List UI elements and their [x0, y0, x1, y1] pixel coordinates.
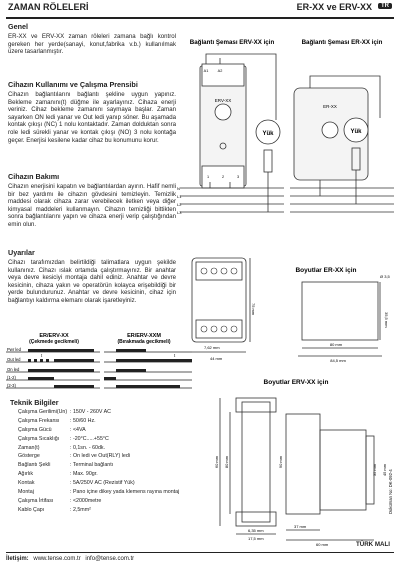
spec-row: Kontak : 5A/250V AC (Rezistif Yük) [18, 480, 135, 487]
timing-diagrams [4, 330, 194, 392]
line-l3: L3 [177, 210, 182, 215]
spec-row: Çalışma İrtifası : <2000metre [18, 497, 102, 504]
terminal-a1: A1 [203, 69, 209, 73]
dims-erv-title: Boyutlar ERV-XX için [263, 379, 329, 386]
timing-contact-23: (2-3) [7, 383, 16, 388]
dims-erv-3: 35 mm [372, 463, 377, 477]
terminal-2: 2 [221, 175, 225, 179]
dims-er-w3: 80 mm [329, 342, 343, 347]
specs-list [18, 408, 179, 515]
bakim-section [8, 172, 176, 229]
spec-row: Montaj : Pano içine dikey yada klemens rayına montaj [18, 489, 180, 496]
dims-erv-6: 17,5 mm [248, 536, 264, 541]
bakim-heading: Cihazın Bakımı [8, 172, 60, 181]
dims-erv-5: 6,35 mm [248, 528, 264, 533]
genel-section [8, 22, 176, 56]
timing-left-sub: (Çekmede gecikmeli) [29, 339, 79, 345]
kullanim-heading: Cihazın Kullanımı ve Çalışma Prensibi [8, 80, 138, 89]
email-link[interactable]: info@tense.com.tr [85, 556, 135, 562]
line-n: N [177, 186, 180, 191]
website-link[interactable]: www.tense.com.tr [33, 556, 81, 562]
genel-heading: Genel [8, 22, 28, 31]
timing-t-label-right: t [174, 353, 176, 358]
dims-er-w4: 84,5 mm [330, 358, 346, 363]
line-l1: L1 [177, 194, 182, 199]
spec-row: Bağlantı Şekli : Terminal bağlantı [18, 462, 114, 469]
line-l2: L2 [177, 202, 182, 207]
spec-row: Çalışma Sıcaklığı : -20°C.....+55°C [18, 435, 109, 442]
diagram-left-title: Bağlantı Şeması ERV-XX için [189, 39, 275, 46]
timing-right-sub: (Bırakmada gecikmeli) [117, 339, 171, 345]
dims-erv-0: 60 mm [214, 455, 219, 469]
terminal-a2: A2 [217, 69, 223, 73]
timing-contact-12: (1-2) [7, 375, 16, 380]
diagram-right-title: Bağlantı Şeması ER-XX için [301, 39, 383, 46]
uyarilar-text: Cihazı tarafımızdan belirtildiği talimatlara uygun şekilde kullanınız. Cihazı ıslak ortamda çalıştırmayınız. Bir anahtar veya devre kesiciyi montaja dahil ediniz. Anahtar ve devre kesicinin, cihaza yakın ve operatörün kolayca erişebildiği bir yerde bulundurunuz. Anahtar ve devre kesicinin, cihaz için bağlantıyı kaldırma elemanı olarak işaretleyiniz. [8, 259, 176, 304]
terminal-3: 3 [236, 175, 240, 179]
dims-erv-1: 80 mm [224, 455, 229, 469]
timing-row-out: Out led [7, 357, 21, 362]
timing-right-title: ER/ERV-XXM [127, 333, 161, 339]
timing-left-title: ER/ERV-XX [39, 333, 69, 339]
dims-er-hole: Ø 3,5 [380, 274, 390, 279]
device-label-erv: ERV-XX [214, 98, 232, 103]
page-title: ZAMAN RÖLELERİ [8, 2, 89, 12]
dimensions-erv [196, 374, 398, 548]
dims-erv-2: 90 mm [278, 455, 283, 469]
timing-row-pwr: Pwr led [7, 347, 21, 352]
dims-erv-4: 45 mm [382, 463, 387, 477]
spec-row: Gösterge : On ledi ve Out(RLY) ledi [18, 453, 130, 460]
made-in-label: TÜRK MALI [355, 541, 390, 548]
terminal-1: 1 [206, 175, 210, 179]
load-label-right: Yük [350, 129, 362, 135]
spec-row: Çalışma Gücü : <4VA [18, 426, 86, 433]
page-header [6, 0, 394, 19]
load-label-left: Yük [262, 131, 274, 137]
bakim-text: Cihazın enerjisini kapatın ve bağlantılardan ayırın. Hafif nemli bir bez yardımı ile cihazın gövdesini temizleyin. Temizlik maddesi olarak cihaza zarar verebilecek iletken veya diğer kimyasal maddeleri kullanmayın. Cihazın temizliği bittikten sonra bağlantılarını yapın ve cihaza enerji verip çalıştığından emin olun. [8, 183, 176, 228]
dims-er-w2: 44 mm [210, 356, 223, 361]
uyarilar-heading: Uyarılar [8, 248, 35, 257]
timing-row-on: On led [7, 367, 20, 372]
uyarilar-section [8, 248, 176, 305]
dims-er-w1: 7,62 mm [204, 345, 220, 350]
device-label-er: ER-XX [323, 104, 337, 109]
spec-row: Çalışma Frekansı : 50/60 Hz. [18, 417, 96, 424]
dims-erv-8: 60 mm [316, 542, 329, 547]
kullanim-section [8, 80, 176, 144]
dims-er-h-body: 35,5 mm [384, 312, 389, 328]
genel-text: ER-XX ve ERV-XX zaman röleleri zamana bağlı kontrol gereken her yerde(sanayi, konut,fabrika v.b.) kullanılmak üzere tasarlanmıştır. [8, 33, 176, 56]
spec-row: Çalışma Gerilimi(Un) : 150V - 260V AC [18, 409, 111, 415]
language-badge: TR [378, 3, 392, 9]
spec-row: Kablo Çapı : 2,5mm² [18, 506, 91, 513]
dims-erv-7: 37 mm [294, 524, 307, 529]
dims-er-title: Boyutlar ER-XX için [295, 267, 357, 274]
timing-t-label: t [41, 353, 43, 358]
dimensions-er [186, 248, 396, 366]
connection-diagrams [177, 36, 396, 222]
spec-row: Ağırlık : Max. 90gr. [18, 471, 98, 478]
contact-label: İletişim: [6, 556, 29, 562]
document-number: Doküman No: DK-092-4 [388, 469, 393, 514]
spec-row: Zaman(t) : 0,1sn. - 60dk. [18, 444, 106, 451]
kullanim-text: Cihazın bağlantılarını bağlantı şekline uygun yapınız. Bekleme zamanını(t) düğme ile ayarlayınız. Cihaza enerji veriniz. Cihaz bekleme zamanını saymaya başlar. Zaman sayarken ON ledi yanar ve Out ledi yanıp söner. Bu aşamada kontak çıkışı (NC) 1 nolu kontaktadır. Zaman dolduktan sonra role ledi sürekli yanar ve kontak çıkışı (NO) 3 nolu kontağa geçer. Enerjisi kesilene kadar cihaz bu konumunu korur. [8, 91, 176, 144]
dims-er-h-total: 75 mm [251, 303, 256, 316]
product-models: ER-XX ve ERV-XX [296, 2, 372, 12]
specs-heading: Teknik Bilgiler [10, 398, 59, 407]
